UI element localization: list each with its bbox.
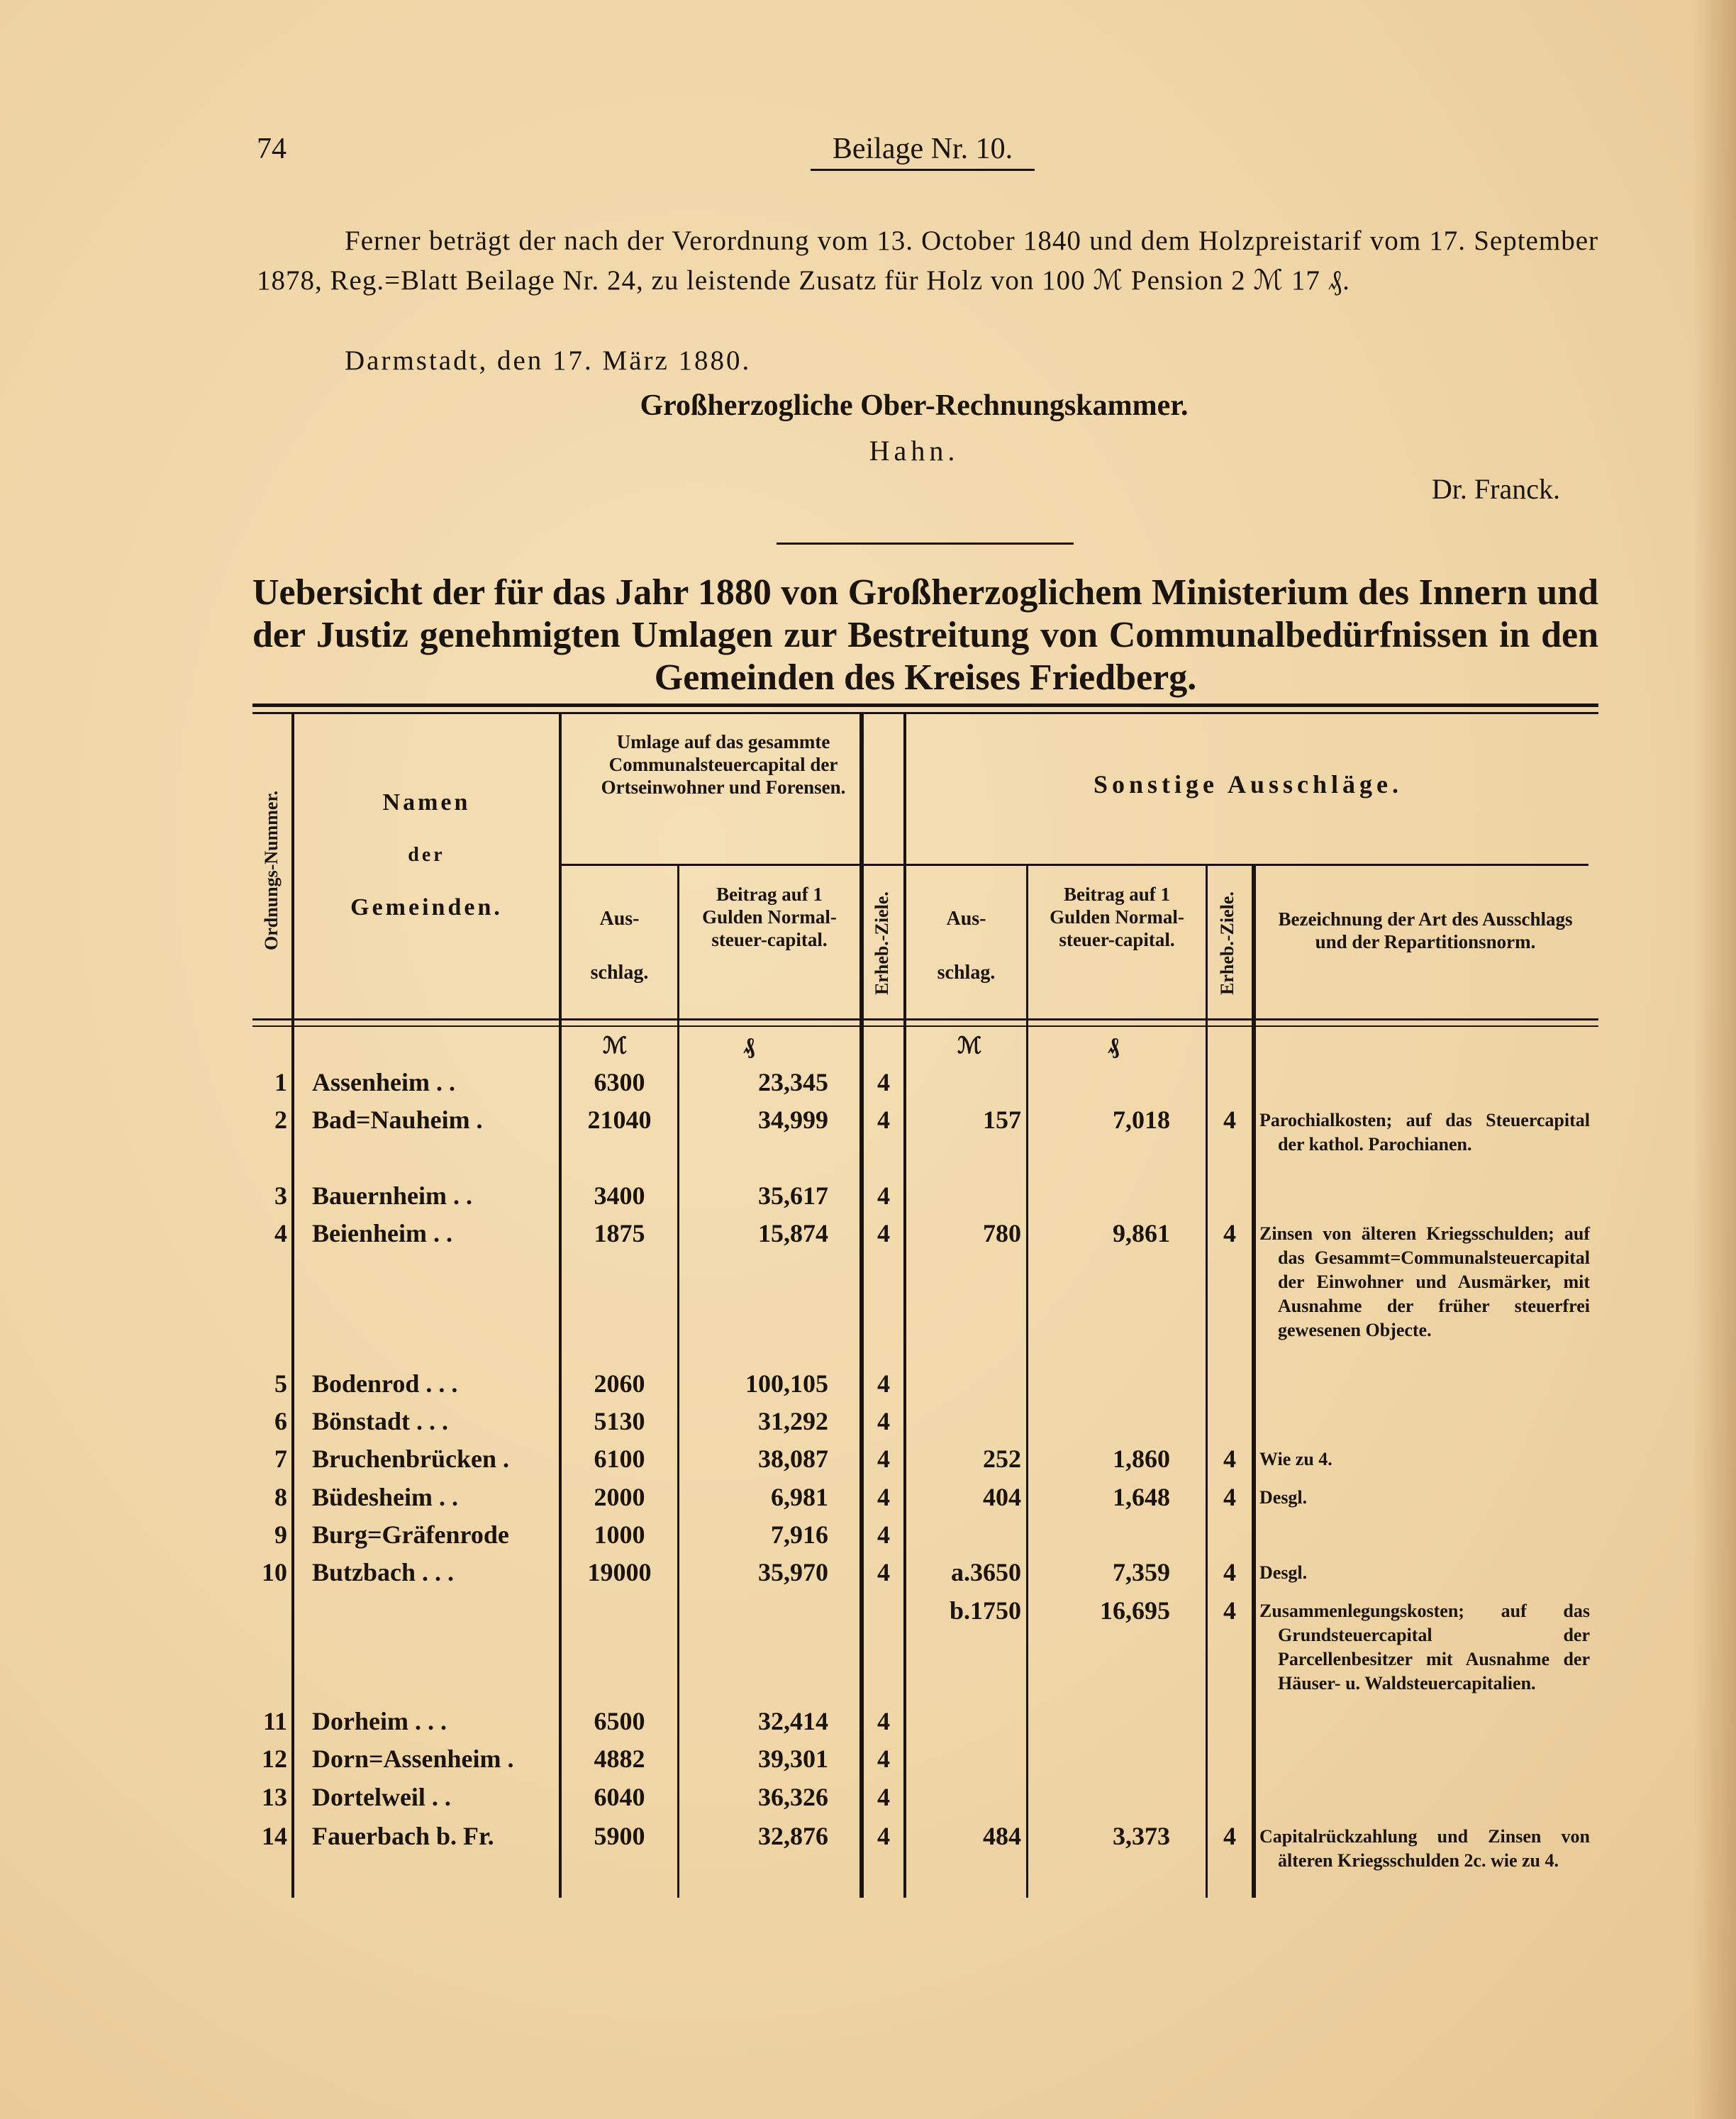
- header-bottom-rule-inner: [252, 1025, 1598, 1027]
- umlage-beitrag: 7,916: [771, 1520, 828, 1549]
- umlage-ausschlag: 4882: [594, 1745, 645, 1773]
- umlage-ziele: 4: [877, 1369, 890, 1398]
- header-erheb-ziele-2: Erheb.-Ziele.: [1217, 891, 1237, 995]
- umlage-beitrag: 23,345: [758, 1068, 828, 1096]
- umlage-ausschlag: 19000: [587, 1558, 652, 1586]
- municipality-name: Dorheim . . .: [312, 1707, 447, 1735]
- levy-description: Capitalrückzahlung und Zinsen von älteren Kriegsschulden 2c. wie zu 4.: [1259, 1826, 1590, 1871]
- sonstige-beitrag: 7,018: [1113, 1106, 1170, 1134]
- header-bezeichnung: Bezeichnung der Art des Ausschlags und der Repartitionsnorm.: [1278, 908, 1573, 952]
- levy-description: Wie zu 4.: [1259, 1449, 1332, 1469]
- sonstige-ziele: 4: [1223, 1483, 1236, 1511]
- sonstige-ziele: 4: [1223, 1596, 1236, 1625]
- header-beitrag-2: Beitrag auf 1 Gulden Normal-steuer-capital.: [1050, 884, 1184, 950]
- paper-edge-shadow: [1693, 0, 1736, 2119]
- header-ausschlag-2: [906, 908, 1026, 984]
- row-number: 5: [274, 1369, 287, 1398]
- section-divider: [777, 543, 1074, 545]
- umlage-ziele: 4: [877, 1783, 890, 1811]
- sonstige-beitrag: 9,861: [1113, 1219, 1170, 1247]
- municipality-name: Bad=Nauheim .: [312, 1106, 483, 1134]
- umlage-beitrag: 35,617: [758, 1181, 828, 1210]
- column-divider: [1206, 864, 1208, 1898]
- header-bottom-rule: [252, 1018, 1598, 1020]
- umlage-ziele: 4: [877, 1181, 890, 1210]
- umlage-ziele: 4: [877, 1106, 890, 1134]
- signature-franck: Dr. Franck.: [1431, 473, 1560, 505]
- row-number: 10: [262, 1558, 287, 1586]
- sonstige-ziele: 4: [1223, 1822, 1236, 1850]
- umlage-ziele: 4: [877, 1707, 890, 1735]
- municipality-name: Bauernheim . .: [312, 1181, 473, 1210]
- municipality-name: Bruchenbrücken .: [312, 1445, 510, 1473]
- header-names: [294, 787, 559, 923]
- umlage-beitrag: 39,301: [758, 1745, 828, 1773]
- column-divider: [559, 713, 562, 1898]
- page-number: 74: [257, 133, 286, 165]
- sonstige-beitrag: 1,860: [1113, 1445, 1170, 1473]
- column-divider: [1026, 864, 1028, 1898]
- unit-pfennig-1: ₰: [743, 1033, 755, 1058]
- row-number: 13: [262, 1783, 287, 1811]
- levy-description: Zusammenlegungskosten; auf das Grundsteuercapital der Parcellenbesitzer mit Ausnahme der Häuser- u. Waldsteuercapitalien.: [1259, 1601, 1590, 1693]
- sonstige-ziele: 4: [1223, 1558, 1236, 1586]
- umlage-ausschlag: 1000: [594, 1520, 645, 1549]
- municipality-name: Bodenrod . . .: [312, 1369, 458, 1398]
- unit-pfennig-2: ₰: [1108, 1033, 1119, 1058]
- sonstige-ziele: 4: [1223, 1106, 1236, 1134]
- row-number: 12: [262, 1745, 287, 1773]
- sonstige-ziele: 4: [1223, 1445, 1236, 1473]
- umlage-ziele: 4: [877, 1445, 890, 1473]
- levy-description: Desgl.: [1259, 1487, 1308, 1508]
- umlage-ziele: 4: [877, 1745, 890, 1773]
- table-top-rule: [252, 703, 1598, 707]
- issuing-authority: Großherzogliche Ober-Rechnungskammer.: [640, 389, 1189, 422]
- municipality-name: Butzbach . . .: [312, 1558, 455, 1586]
- umlage-ziele: 4: [877, 1822, 890, 1850]
- header-names-line: Namen: [382, 789, 471, 816]
- header-names-line: der: [408, 844, 445, 866]
- header-names-line: Gemeinden.: [350, 894, 503, 921]
- umlage-ausschlag: 6500: [594, 1707, 645, 1735]
- sonstige-beitrag: 16,695: [1100, 1596, 1170, 1625]
- header-sub-rule: [560, 864, 1588, 866]
- umlage-beitrag: 31,292: [758, 1407, 828, 1435]
- row-number: 2: [274, 1106, 287, 1134]
- header-ordnungs-nummer: Ordnungs-Nummer.: [261, 790, 282, 951]
- municipality-name: Burg=Gräfenrode: [312, 1520, 509, 1549]
- place-date: Darmstadt, den 17. März 1880.: [345, 345, 752, 376]
- sonstige-ausschlag: a.3650: [951, 1558, 1021, 1586]
- row-number: 1: [274, 1068, 287, 1096]
- header-beitrag-1: Beitrag auf 1 Gulden Normal-steuer-capital.: [702, 884, 837, 950]
- umlage-beitrag: 36,326: [758, 1783, 828, 1811]
- municipality-name: Beienheim . .: [312, 1219, 452, 1247]
- row-number: 7: [274, 1445, 287, 1473]
- umlage-beitrag: 100,105: [745, 1369, 828, 1398]
- supplement-heading: Beilage Nr. 10.: [832, 133, 1013, 165]
- row-number: 4: [274, 1219, 287, 1247]
- sonstige-ausschlag: 157: [983, 1106, 1021, 1134]
- row-number: 8: [274, 1483, 287, 1511]
- sonstige-beitrag: 1,648: [1113, 1483, 1170, 1511]
- umlage-ausschlag: 2060: [594, 1369, 645, 1398]
- unit-mark-2: ℳ: [957, 1033, 982, 1058]
- levy-description: Parochialkosten; auf das Steuercapital der kathol. Parochianen.: [1259, 1110, 1590, 1155]
- umlage-ausschlag: 21040: [587, 1106, 652, 1134]
- umlage-ziele: 4: [877, 1068, 890, 1096]
- municipality-name: Büdesheim . .: [312, 1483, 459, 1511]
- row-number: 11: [262, 1707, 287, 1735]
- umlage-beitrag: 34,999: [758, 1106, 828, 1134]
- unit-mark-1: ℳ: [603, 1033, 628, 1058]
- table-top-rule-inner: [252, 712, 1598, 714]
- header-erheb-ziele-1: Erheb.-Ziele.: [872, 891, 892, 995]
- row-number: 3: [274, 1181, 287, 1210]
- umlage-ziele: 4: [877, 1407, 890, 1435]
- row-number: 9: [274, 1520, 287, 1549]
- table-title: Uebersicht der für das Jahr 1880 von Großherzoglichem Ministerium des Innern und der Justiz genehmigten Umlagen zur Bestreitung von Communalbedürfnissen in den Gemeinden des Kreises Friedberg.: [252, 572, 1598, 698]
- column-divider: [1252, 864, 1256, 1898]
- sonstige-ausschlag: 404: [983, 1483, 1021, 1511]
- heading-underline: [811, 169, 1035, 171]
- sonstige-beitrag: 7,359: [1113, 1558, 1170, 1586]
- municipality-name: Fauerbach b. Fr.: [312, 1822, 494, 1850]
- column-divider: [677, 864, 679, 1898]
- umlage-ziele: 4: [877, 1483, 890, 1511]
- umlage-beitrag: 32,414: [758, 1707, 828, 1735]
- umlage-ausschlag: 2000: [594, 1483, 645, 1511]
- municipality-name: Assenheim . .: [312, 1068, 456, 1096]
- umlage-ausschlag: 3400: [594, 1181, 645, 1210]
- umlage-beitrag: 6,981: [771, 1483, 828, 1511]
- umlage-beitrag: 38,087: [758, 1445, 828, 1473]
- umlage-beitrag: 35,970: [758, 1558, 828, 1586]
- municipality-name: Dortelweil . .: [312, 1783, 451, 1811]
- umlage-ziele: 4: [877, 1520, 890, 1549]
- sonstige-ausschlag: 484: [983, 1822, 1021, 1850]
- umlage-beitrag: 32,876: [758, 1822, 828, 1850]
- header-umlage: Umlage auf das gesammte Communalsteuercapital der Ortseinwohner und Forensen.: [601, 731, 846, 798]
- signature-hahn: Hahn.: [869, 435, 959, 467]
- header-ausschlag-line: Aus-: [946, 908, 986, 930]
- header-ausschlag-line: Aus-: [599, 908, 640, 930]
- header-ausschlag-line: schlag.: [937, 962, 996, 984]
- municipality-name: Dorn=Assenheim .: [312, 1745, 514, 1773]
- header-sonstige: Sonstige Ausschläge.: [1093, 770, 1403, 799]
- umlage-ziele: 4: [877, 1558, 890, 1586]
- umlage-beitrag: 15,874: [758, 1219, 828, 1247]
- umlage-ausschlag: 5900: [594, 1822, 645, 1850]
- column-divider: [859, 713, 864, 1898]
- umlage-ziele: 4: [877, 1219, 890, 1247]
- umlage-ausschlag: 6100: [594, 1445, 645, 1473]
- sonstige-ziele: 4: [1223, 1219, 1236, 1247]
- row-number: 14: [262, 1822, 287, 1850]
- header-ausschlag-line: schlag.: [590, 962, 649, 984]
- umlage-ausschlag: 6300: [594, 1068, 645, 1096]
- umlage-ausschlag: 6040: [594, 1783, 645, 1811]
- row-number: 6: [274, 1407, 287, 1435]
- header-ausschlag-1: [562, 908, 677, 984]
- levy-description: Zinsen von älteren Kriegsschulden; auf das Gesammt=Communalsteuercapital der Einwohner und Ausmärker, mit Ausnahme der früher steuerfrei gewesenen Objecte.: [1259, 1223, 1590, 1340]
- sonstige-ausschlag: 780: [983, 1219, 1021, 1247]
- sonstige-beitrag: 3,373: [1113, 1822, 1170, 1850]
- sonstige-ausschlag: b.1750: [949, 1596, 1021, 1625]
- umlage-ausschlag: 1875: [594, 1219, 645, 1247]
- levy-description: Desgl.: [1259, 1562, 1308, 1583]
- intro-paragraph: Ferner beträgt der nach der Verordnung vom 13. October 1840 und dem Holzpreistarif vom 17. September 1878, Reg.=Blatt Beilage Nr. 24, zu leistende Zusatz für Holz von 100 ℳ Pension 2 ℳ 17 ₰.: [257, 226, 1598, 296]
- municipality-name: Bönstadt . . .: [312, 1407, 449, 1435]
- sonstige-ausschlag: 252: [983, 1445, 1021, 1473]
- umlage-ausschlag: 5130: [594, 1407, 645, 1435]
- column-divider: [903, 713, 906, 1898]
